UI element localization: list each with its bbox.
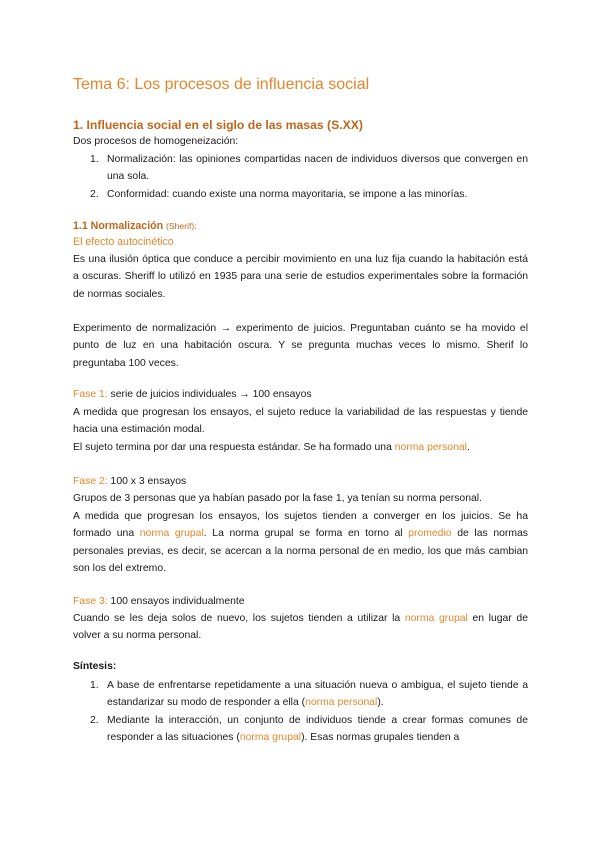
phase-3-paragraph: Cuando se les deja solos de nuevo, los sujetos tienden a utilizar la norma grupal en lugar de volver a su norma personal. bbox=[73, 613, 528, 642]
experiment-paragraph: Experimento de normalización → experimento de juicios. Preguntaban cuánto se ha movido el punto de luz en una habitación oscura. Y se pregunta muchas veces lo mismo. Sherif lo preguntaba 100 veces. bbox=[73, 323, 528, 369]
section-1-intro: Dos procesos de homogeneización: bbox=[73, 136, 239, 147]
list-item: 2. Conformidad: cuando existe una norma mayoritaria, se impone a las minorías. bbox=[90, 188, 468, 200]
section-1-heading: 1. Influencia social en el siglo de las masas (S.XX) bbox=[73, 118, 363, 132]
phase-1-heading: Fase 1: serie de juicios individuales → 100 ensayos bbox=[73, 389, 312, 400]
phase-2-heading: Fase 2: 100 x 3 ensayos bbox=[73, 476, 187, 487]
section-1-1-heading: 1.1 Normalización (Sherif): bbox=[73, 220, 197, 232]
synthesis-heading: Síntesis: bbox=[73, 661, 117, 672]
list-item: 1. Normalización: las opiniones compartidas nacen de individuos diversos que convergen en una sola. bbox=[90, 154, 528, 183]
phase-1-paragraph: A medida que progresan los ensayos, el sujeto reduce la variabilidad de las respuestas y tiende hacia una estimación modal. bbox=[73, 407, 528, 436]
homogenization-list bbox=[73, 151, 528, 203]
synthesis-list bbox=[73, 677, 528, 747]
phase-1-result: El sujeto termina por dar una respuesta estándar. Se ha formado una norma personal. bbox=[73, 442, 470, 453]
list-item: 2. Mediante la interacción, un conjunto de individuos tiende a crear formas comunes de responder a las situaciones (norma grupal). Esas normas grupales tienden a bbox=[90, 714, 528, 744]
page-title: Tema 6: Los procesos de influencia social bbox=[73, 76, 370, 93]
phase-2-paragraph: A medida que progresan los ensayos, los sujetos tienden a converger en los juicios. Se ha formado una norma grupal. La norma grupal se forma en torno al promedio de las normas personales previas, es decir, se acercan a la norma personal de en medio, los que más cambian son los del extremo. bbox=[73, 511, 528, 575]
autokinetic-subheading: El efecto autocinético bbox=[73, 236, 174, 248]
list-item: 1. A base de enfrentarse repetidamente a una situación nueva o ambigua, el sujeto tiende a estandarizar su modo de responder a ella (norma personal). bbox=[90, 680, 528, 709]
autokinetic-paragraph: Es una ilusión óptica que conduce a percibir movimiento en una luz fija cuando la habitación está a oscuras. Sheriff lo utilizó en 1935 para una serie de estudios experimentales sobre la formación de normas sociales. bbox=[73, 254, 528, 300]
phase-2-intro: Grupos de 3 personas que ya habían pasado por la fase 1, ya tenían su norma personal. bbox=[73, 493, 482, 504]
phase-3-heading: Fase 3: 100 ensayos individualmente bbox=[73, 596, 245, 607]
